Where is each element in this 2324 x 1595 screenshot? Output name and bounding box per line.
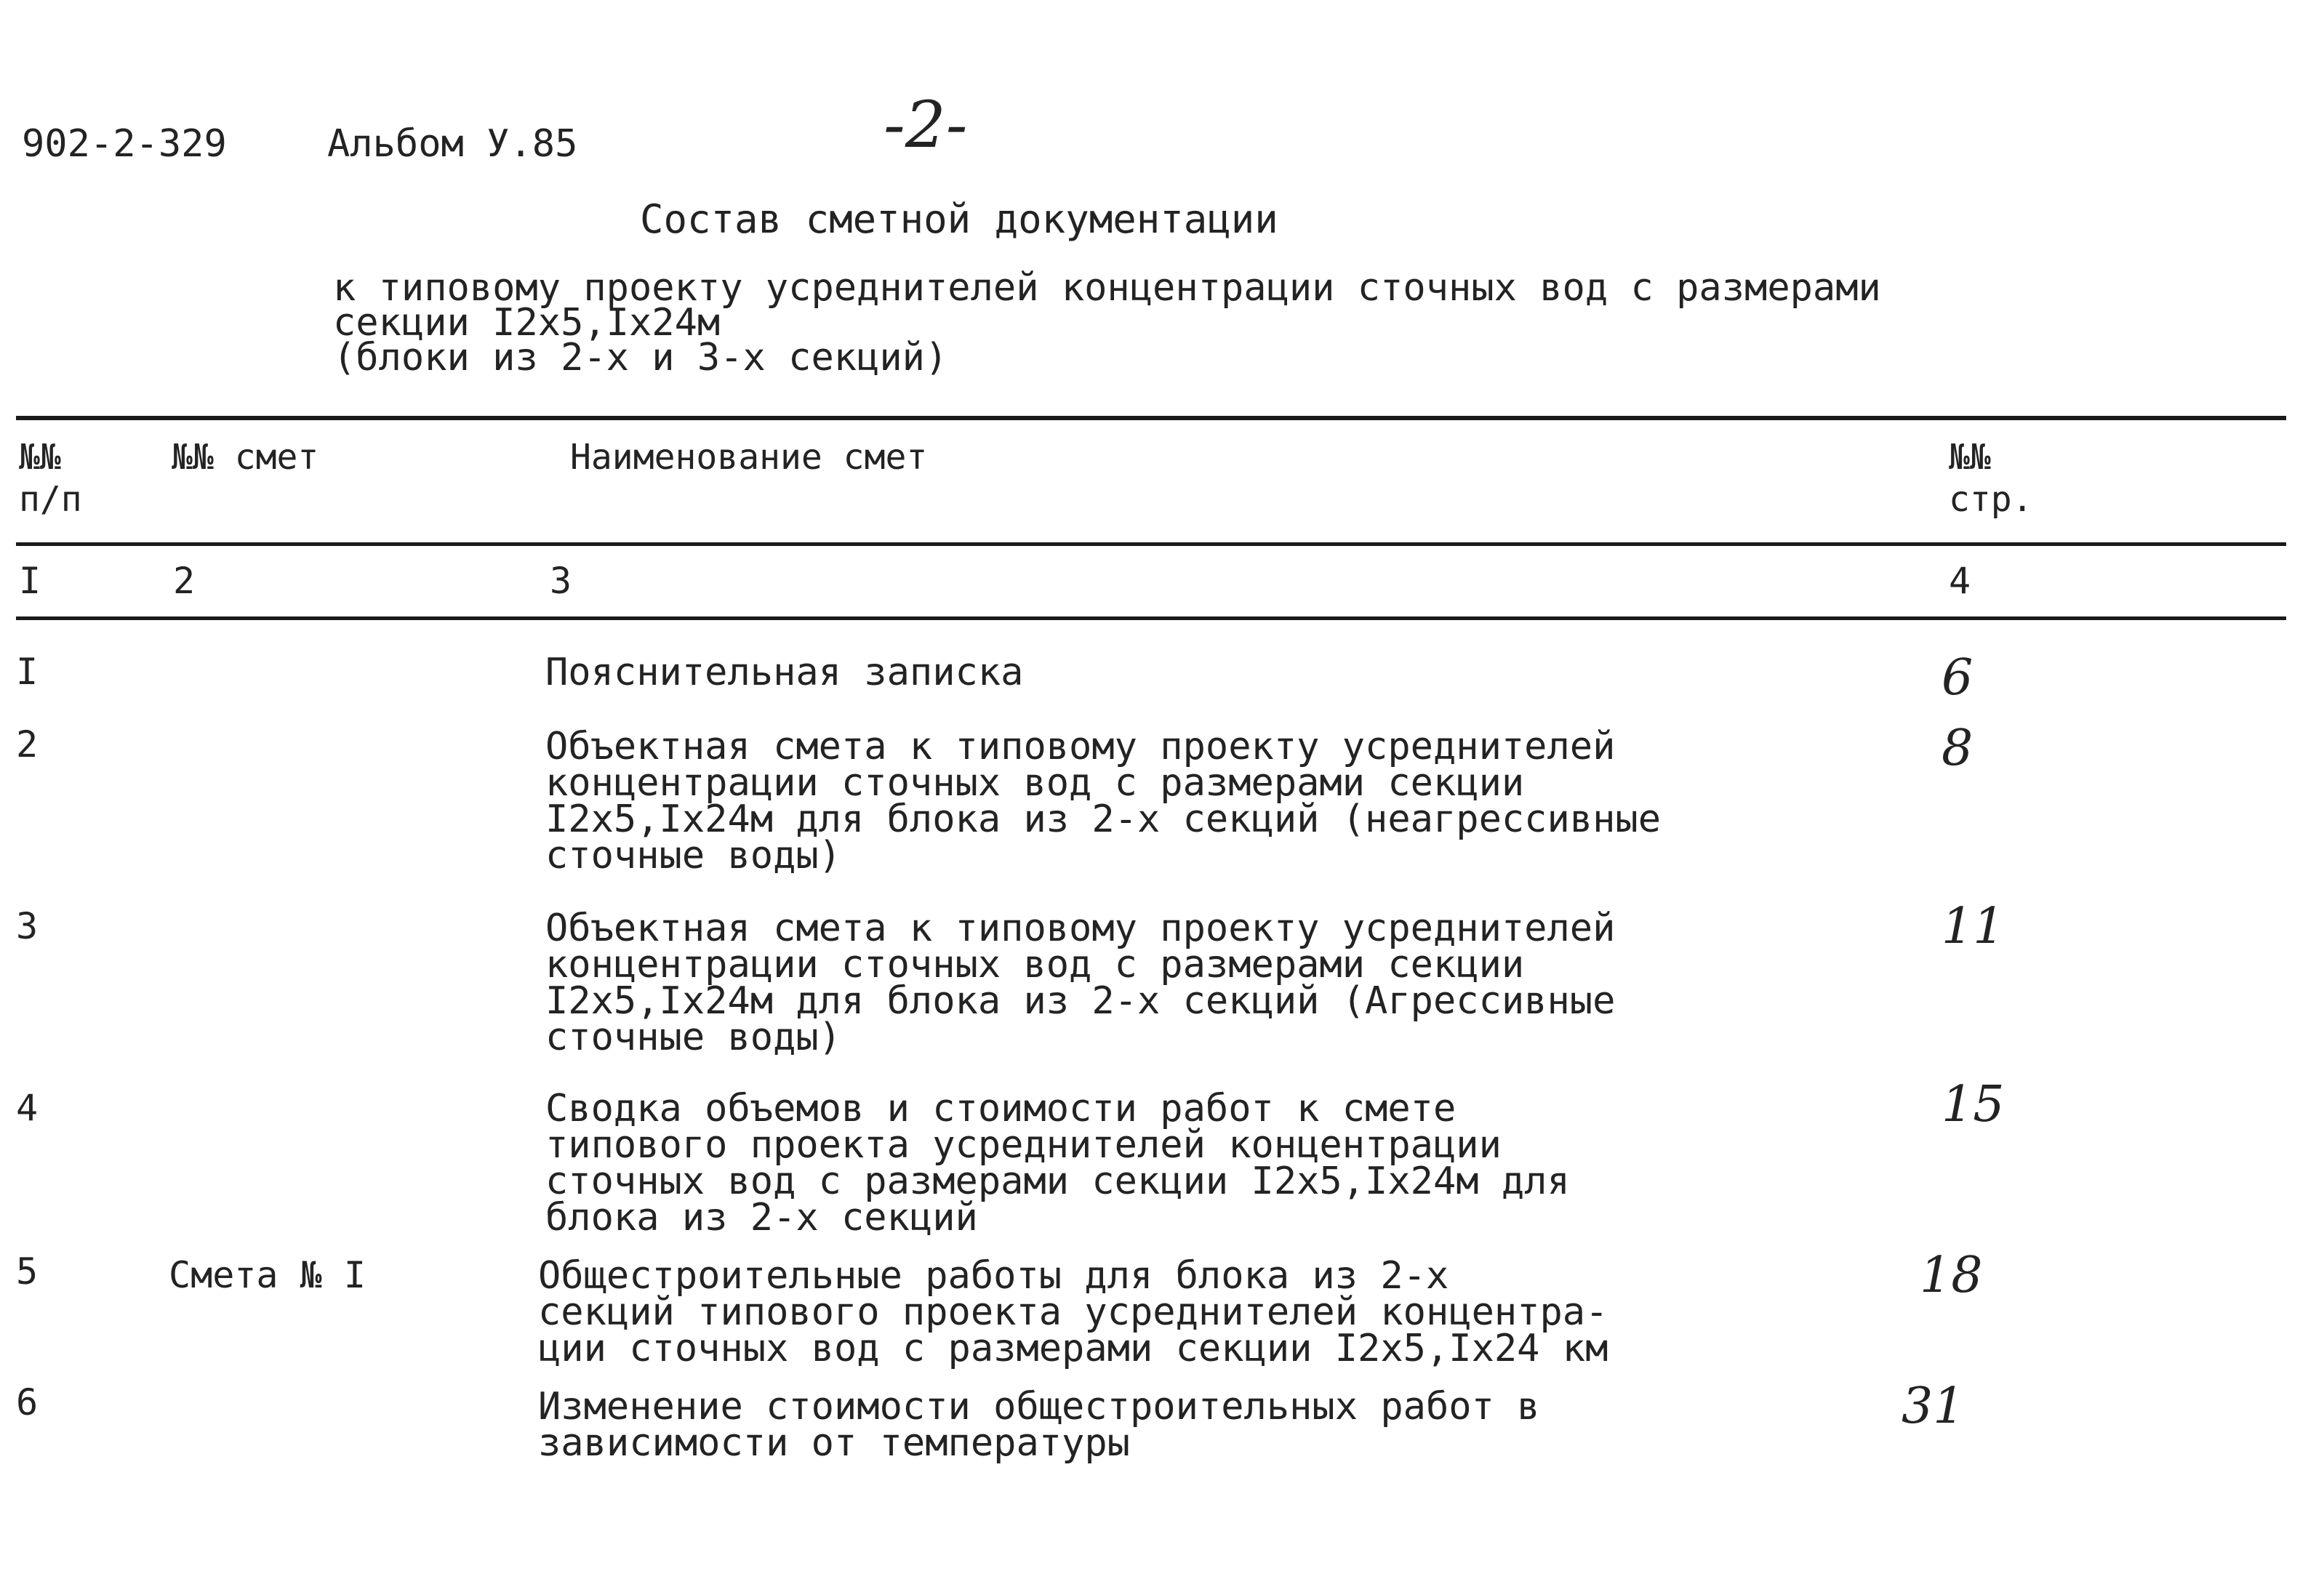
numbers-divider-rule — [16, 616, 2286, 620]
column-number: 2 — [173, 560, 196, 602]
row-page-number: 18 — [1920, 1247, 1983, 1304]
document-subtitle: к типовому проекту усреднителей концентрации сточных вод с размерами секции I2x5,Ix24м (блоки из 2-х и 3-х секций) — [333, 266, 1881, 379]
document-title: Состав сметной документации — [640, 196, 1278, 242]
header-col-estimate-no: №№ смет — [172, 437, 319, 478]
row-number: 2 — [16, 723, 39, 766]
row-page-number: 6 — [1942, 649, 1974, 707]
row-estimate-name: Изменение стоимости общестроительных работ в зависимости от температуры — [538, 1385, 1540, 1465]
column-number: 4 — [1949, 560, 1971, 602]
row-page-number: 31 — [1902, 1378, 1965, 1435]
row-estimate-name: Пояснительная записка — [545, 651, 1024, 694]
header-col-num: №№ п/п — [19, 437, 82, 520]
page-number: -2- — [883, 87, 968, 162]
row-estimate-name: Общестроительные работы для блока из 2-х секций типового проекта усреднителей концентра- ции сточных вод с размерами секции I2x5,Ix24 км — [538, 1254, 1608, 1370]
header-col-estimate-name: Наименование смет — [570, 437, 928, 478]
album-label: Альбом У.85 — [327, 122, 578, 166]
row-number: I — [16, 651, 39, 693]
document-code: 902-2-329 — [22, 122, 227, 166]
row-number: 4 — [16, 1087, 39, 1129]
row-estimate-name: Сводка объемов и стоимости работ к смете типового проекта усреднителей концентрации сточных вод с размерами секции I2x5,Ix24м для блока из 2-х секций — [545, 1087, 1570, 1240]
row-number: 3 — [16, 905, 39, 947]
row-page-number: 11 — [1942, 898, 2005, 955]
row-number: 6 — [16, 1381, 39, 1423]
column-number: 3 — [550, 560, 572, 602]
row-page-number: 15 — [1942, 1076, 2005, 1133]
table-top-rule — [16, 416, 2286, 420]
header-col-page: №№ стр. — [1949, 437, 2033, 520]
row-page-number: 8 — [1942, 720, 1974, 777]
row-number: 5 — [16, 1250, 39, 1293]
row-estimate-name: Объектная смета к типовому проекту усреднителей концентрации сточных вод с размерами секции I2x5,Ix24м для блока из 2-х секций (неагрессивные сточные воды) — [545, 725, 1662, 877]
row-estimate-code: Смета № I — [169, 1254, 366, 1296]
header-divider-rule — [16, 542, 2286, 546]
row-estimate-name: Объектная смета к типовому проекту усреднителей концентрации сточных вод с размерами секции I2x5,Ix24м для блока из 2-х секций (Агрессивные сточные воды) — [545, 907, 1616, 1059]
column-number: I — [19, 560, 41, 602]
